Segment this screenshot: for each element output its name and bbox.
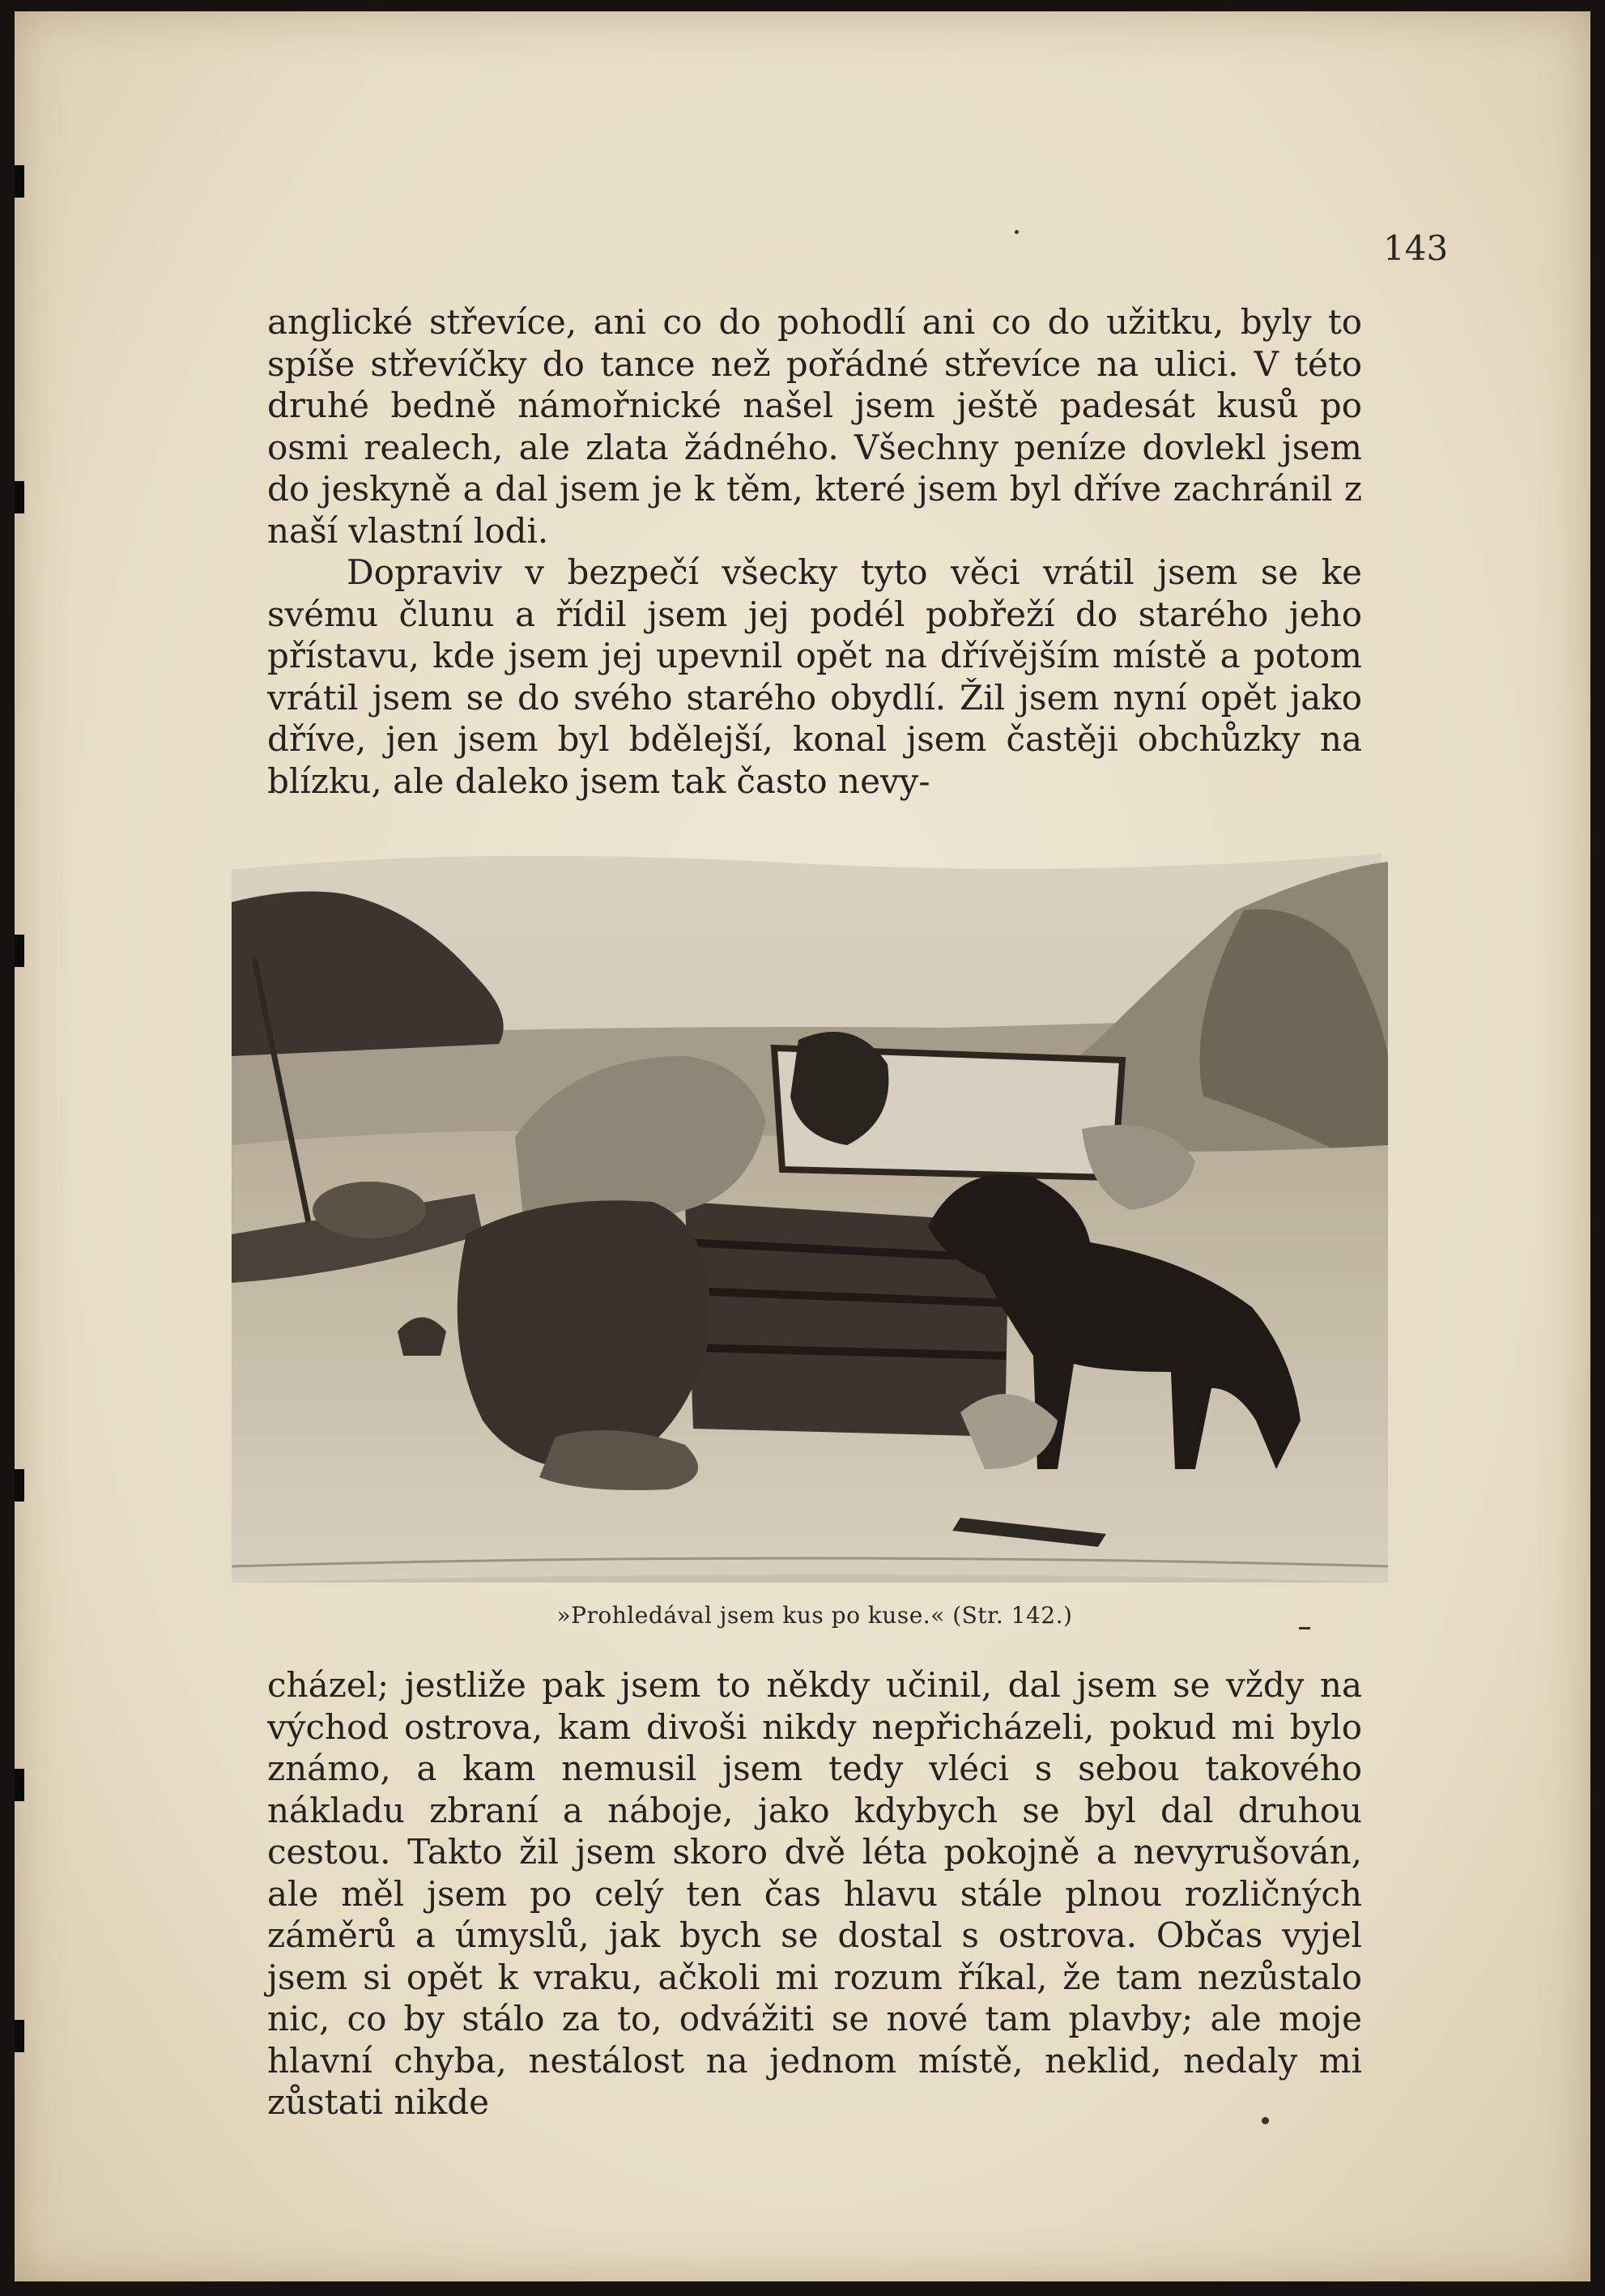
illustration [232, 854, 1388, 1582]
paragraph: anglické střevíce, ani co do pohodlí ani co do užitku, byly to spíše střevíčky do tance než pořádné střevíce na ulici. V této druhé bedně námořnické našel jsem ještě padesát kusů po osmi realech, ale zlata žádného. Všechny peníze dovlekl jsem do jeskyně a dal jsem je k těm, které jsem byl dříve zachránil z naší vlastní lodi. [267, 302, 1362, 551]
binding-mark [15, 481, 24, 513]
paragraph: cházel; jestliže pak jsem to někdy učinil, dal jsem se vždy na východ ostrova, kam divoši nikdy nepřicházeli, pokud mi bylo známo, a kam nemusil jsem tedy vléci s sebou takového nákladu zbraní a náboje, jako kdybych se byl dal druhou cestou. Takto žil jsem skoro dvě léta pokojně a nevyrušován, ale měl jsem po celý ten čas hlavu stále plnou rozličných záměrů a úmyslů, jak bych se dostal s ostrova. Občas vyjel jsem si opět k vraku, ačkoli mi rozum říkal, že tam nezůstalo nic, co by stálo za to, odvážiti se nové tam plavby; ale moje hlavní chyba, nestálost na jednom místě, neklid, nedaly mi zůstati nikde [267, 1665, 1362, 2122]
ink-speck [1015, 230, 1019, 234]
illustration-caption: »Prohledával jsem kus po kuse.« (Str. 142.) [556, 1602, 1073, 1629]
binding-mark [15, 1469, 24, 1502]
text-block-top [267, 301, 1362, 802]
binding-mark [15, 165, 24, 198]
page-number: 143 [1383, 228, 1449, 268]
binding-mark [15, 2020, 24, 2052]
binding-mark [15, 1769, 24, 1801]
book-page [15, 11, 1590, 2281]
binding-mark [15, 935, 24, 967]
barrel [313, 1182, 426, 1238]
text-block-bottom [267, 1664, 1362, 2123]
paragraph: Dopraviv v bezpečí všecky tyto věci vrátil jsem se ke svému člunu a řídil jsem jej podél pobřeží do starého jeho přístavu, kde jsem jej upevnil opět na dřívějším místě a potom vrátil jsem se do svého starého obydlí. Žil jsem nyní opět jako dříve, jen jsem byl bdělejší, konal jsem častěji obchůzky na blízku, ale daleko jsem tak často nevy- [267, 552, 1362, 801]
